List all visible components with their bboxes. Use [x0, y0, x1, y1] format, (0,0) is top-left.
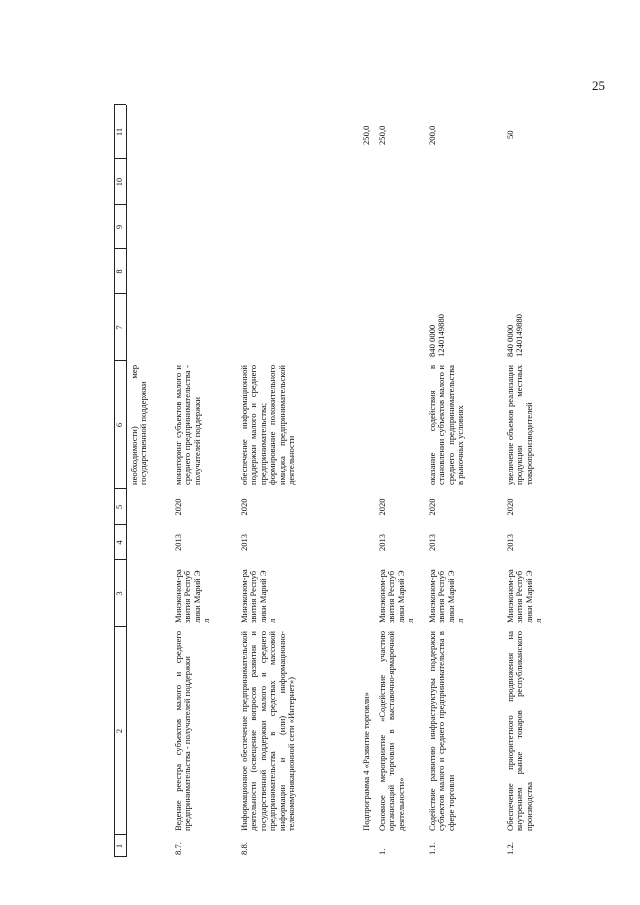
row-1-1-result: оказание содействия в становлении субъектов малого и среднего предпринимательства в рыночных условиях — [427, 365, 466, 485]
row-1-1-end: 2020 — [427, 498, 437, 516]
row-1-number: 1. — [377, 848, 387, 855]
row-8-8-name: Информационное обеспечение предпринимательской деятельности (освещение вопросов развития и государственной поддержки малого и среднего предпринимательства в средствах массовой информации и (или) информационно-телекоммуникационной сети «Интернет») — [239, 631, 297, 831]
col-header-10: 10 — [114, 177, 124, 187]
row-1-2-kbk-code-a: 840 0000 — [505, 324, 515, 357]
col-header-7: 7 — [114, 325, 124, 330]
row-1-name: Основное мероприятие «Содействие участию организаций торговли в выставочно-ярмарочной деятельности» — [377, 631, 406, 831]
table-sheet — [114, 105, 554, 857]
row-8-7-end: 2020 — [173, 498, 183, 516]
row-1-1-number: 1.1. — [427, 842, 437, 855]
row-8-7-result: мониторинг субъектов малого и среднего предпринимательства - получателей поддержки — [173, 365, 202, 485]
row-8-8-result: обеспечение информационной поддержки малого и среднего предпринимательства; формирование положительного имиджа предпринимательской деятельности — [239, 365, 297, 485]
col-header-2: 2 — [114, 728, 124, 734]
col-header-11: 11 — [114, 127, 124, 137]
row-8-7-name: Ведение реестра субъектов малого и среднего предпринимательства - получателей поддержки — [173, 631, 193, 831]
row-1-2-executor: Минэконом-развития Республики Марий Эл — [505, 569, 544, 623]
row-1-end: 2020 — [377, 498, 387, 516]
row-1-1-executor: Минэконом-развития Республики Марий Эл — [427, 569, 466, 623]
col-header-3: 3 — [114, 591, 124, 596]
col-header-9: 9 — [114, 224, 124, 230]
row-1-2-end: 2020 — [505, 498, 515, 516]
row-1-2-amount: 50 — [505, 130, 515, 139]
row-1-amount: 250,0 — [377, 125, 387, 145]
row-1-1-kbk-code-a: 840 0000 — [427, 324, 437, 357]
col-header-6: 6 — [114, 422, 124, 428]
row-1-2-kbk-code-b: 1240149880 — [514, 314, 524, 357]
row-8-7-start: 2013 — [173, 534, 183, 551]
row-1-2-start: 2013 — [505, 534, 515, 551]
row-8-8-start: 2013 — [239, 534, 249, 551]
row-1-1-amount: 200,0 — [427, 125, 437, 145]
col-header-8: 8 — [114, 269, 124, 274]
row-1-executor: Минэконом-развития Республики Марий Эл — [377, 569, 416, 623]
row-1-2-number: 1.2. — [505, 842, 515, 855]
row-1-2-result: увеличение объемов реализации продукции местных товаропроизводителей — [505, 365, 534, 485]
row-1-1-start: 2013 — [427, 534, 437, 551]
carry-over-result-text: необходимости) мер государственной поддержки — [129, 365, 149, 485]
row-8-7-executor: Минэконом-развития Республики Марий Эл — [173, 569, 212, 623]
col-header-1: 1 — [114, 843, 124, 849]
col-header-4: 4 — [114, 540, 124, 545]
row-8-8-executor: Минэконом-развития Республики Марий Эл — [239, 569, 278, 623]
row-1-1-name: Содействие развитию инфраструктуры поддержки субъектов малого и среднего предпринимательства в сфере торговли — [427, 631, 456, 831]
page-number: 25 — [592, 78, 605, 93]
row-1-2-name: Обеспечение приоритетного продвижения на внутреннем рынке товаров республиканского производства — [505, 631, 534, 831]
header-bottom-rule — [126, 105, 127, 857]
row-1-start: 2013 — [377, 534, 387, 551]
row-8-8-end: 2020 — [239, 498, 249, 516]
row-8-7-number: 8.7. — [173, 842, 183, 855]
row-8-8-number: 8.8. — [239, 842, 249, 855]
subprogram-4-total: 250,0 — [361, 125, 371, 145]
col-header-5: 5 — [114, 504, 124, 510]
row-1-1-kbk-code-b: 1240149880 — [436, 314, 446, 357]
subprogram-4-title: Подпрограмма 4 «Развитие торговли» — [361, 692, 371, 831]
